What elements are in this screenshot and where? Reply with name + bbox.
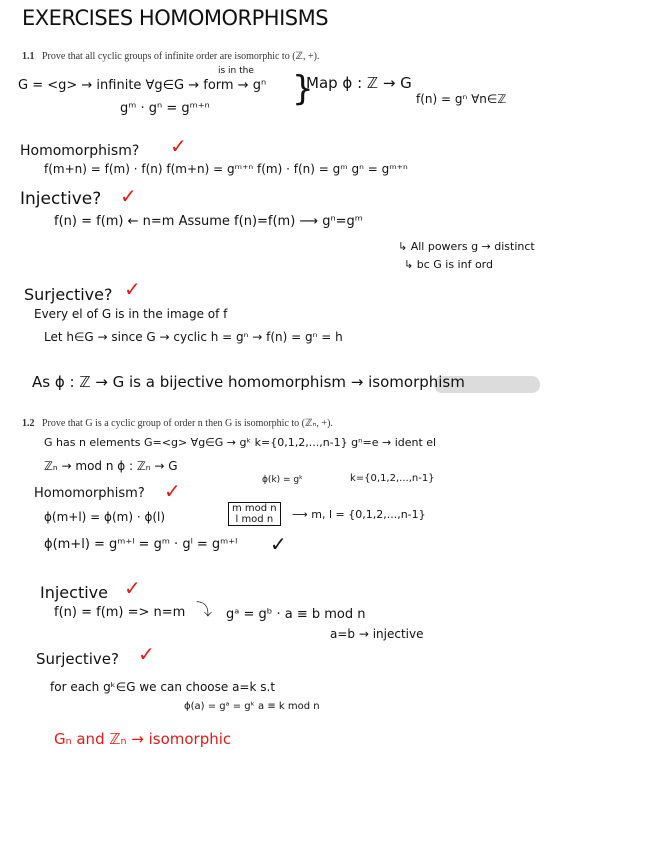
exercise-1-prompt bbox=[22, 51, 319, 62]
surjective-heading: Surjective? bbox=[24, 285, 113, 304]
surjective-line-1: Every el of G is in the image of f bbox=[34, 307, 228, 321]
surjective-heading-2: Surjective? bbox=[36, 650, 119, 668]
given-note: is in the bbox=[218, 66, 254, 76]
exercise-2-prompt bbox=[22, 418, 333, 429]
injective-arrow-text: gᵃ = gᵇ · a ≡ b mod n bbox=[226, 607, 366, 622]
exercise-1-number: 1.1 bbox=[22, 51, 35, 62]
check-mark-icon: ✓ bbox=[124, 576, 141, 600]
cyclic-elements-line: G has n elements G=<g> ∀g∈G → gᵏ k={0,1,2,...,n-1} gⁿ=e → ident el bbox=[44, 436, 437, 449]
exercise-2-number: 1.2 bbox=[22, 418, 35, 429]
injective-line-2: f(n) = f(m) => n=m bbox=[54, 605, 186, 620]
homomorphism-line-2b: ϕ(m+l) = gᵐ⁺ˡ = gᵐ · gˡ = gᵐ⁺ˡ bbox=[44, 537, 238, 552]
check-mark-icon: ✓ bbox=[164, 479, 181, 503]
check-mark-icon: ✓ bbox=[170, 134, 187, 158]
given-line-b: gᵐ · gⁿ = gᵐ⁺ⁿ bbox=[120, 101, 210, 116]
box-line-b: l mod n bbox=[235, 514, 274, 525]
check-mark-icon: ✓ bbox=[120, 184, 137, 208]
homomorphism-heading: Homomorphism? bbox=[20, 143, 140, 159]
zn-map-line: ℤₙ → mod n ϕ : ℤₙ → G bbox=[44, 459, 178, 473]
injective-line: f(n) = f(m) ← n=m Assume f(n)=f(m) ⟶ gⁿ=gᵐ bbox=[54, 214, 363, 229]
map-line-b: f(n) = gⁿ ∀n∈ℤ bbox=[416, 92, 507, 106]
box-result: ⟶ m, l = {0,1,2,...,n-1} bbox=[292, 508, 426, 521]
exercise-1-text: Prove that all cyclic groups of infinite order are isomorphic to (ℤ, +). bbox=[42, 51, 320, 62]
zn-k-range: k={0,1,2,...,n-1} bbox=[350, 473, 435, 484]
homomorphism-line-2a: ϕ(m+l) = ϕ(m) · ϕ(l) bbox=[44, 510, 166, 524]
conclusion-1: As ϕ : ℤ → G is a bijective homomorphism → isomorphism bbox=[32, 373, 465, 391]
injective-note-2: ↳ bc G is inf ord bbox=[404, 258, 493, 271]
homomorphism-line: f(m+n) = f(m) · f(n) f(m+n) = gᵐ⁺ⁿ f(m) · f(n) = gᵐ gⁿ = gᵐ⁺ⁿ bbox=[44, 162, 408, 176]
surjective-line-2b: ϕ(a) = gᵃ = gᵏ a ≡ k mod n bbox=[184, 701, 320, 712]
check-mark-icon: ✓ bbox=[138, 642, 155, 666]
page-title: EXERCISES HOMOMORPHISMS bbox=[22, 6, 329, 30]
surjective-line-2: Let h∈G → since G → cyclic h = gⁿ → f(n) = gⁿ = h bbox=[44, 330, 343, 344]
mod-n-box bbox=[228, 502, 281, 526]
conclusion-2: Gₙ and ℤₙ → isomorphic bbox=[54, 730, 232, 748]
check-mark-icon: ✓ bbox=[270, 532, 287, 556]
curly-brace: } bbox=[292, 69, 314, 109]
injective-sub: a=b → injective bbox=[330, 627, 424, 641]
check-mark-icon: ✓ bbox=[124, 277, 141, 301]
curved-arrow-icon: ⤵ bbox=[196, 600, 213, 619]
injective-heading-2: Injective bbox=[40, 583, 108, 602]
exercise-2-text: Prove that G is a cyclic group of order n then G is isomorphic to (ℤₙ, +). bbox=[42, 418, 333, 429]
injective-heading: Injective? bbox=[20, 189, 102, 209]
box-line-a: m mod n bbox=[232, 503, 277, 514]
surjective-line-2a: for each gᵏ∈G we can choose a=k s.t bbox=[50, 680, 276, 694]
given-line-a: G = <g> → infinite ∀g∈G → form → gⁿ bbox=[18, 78, 267, 93]
homomorphism-heading-2: Homomorphism? bbox=[34, 486, 145, 501]
injective-note-1: ↳ All powers g → distinct bbox=[398, 240, 535, 253]
map-line-a: Map ϕ : ℤ → G bbox=[306, 74, 412, 92]
zn-map-sub: ϕ(k) = gᵏ bbox=[262, 475, 303, 485]
